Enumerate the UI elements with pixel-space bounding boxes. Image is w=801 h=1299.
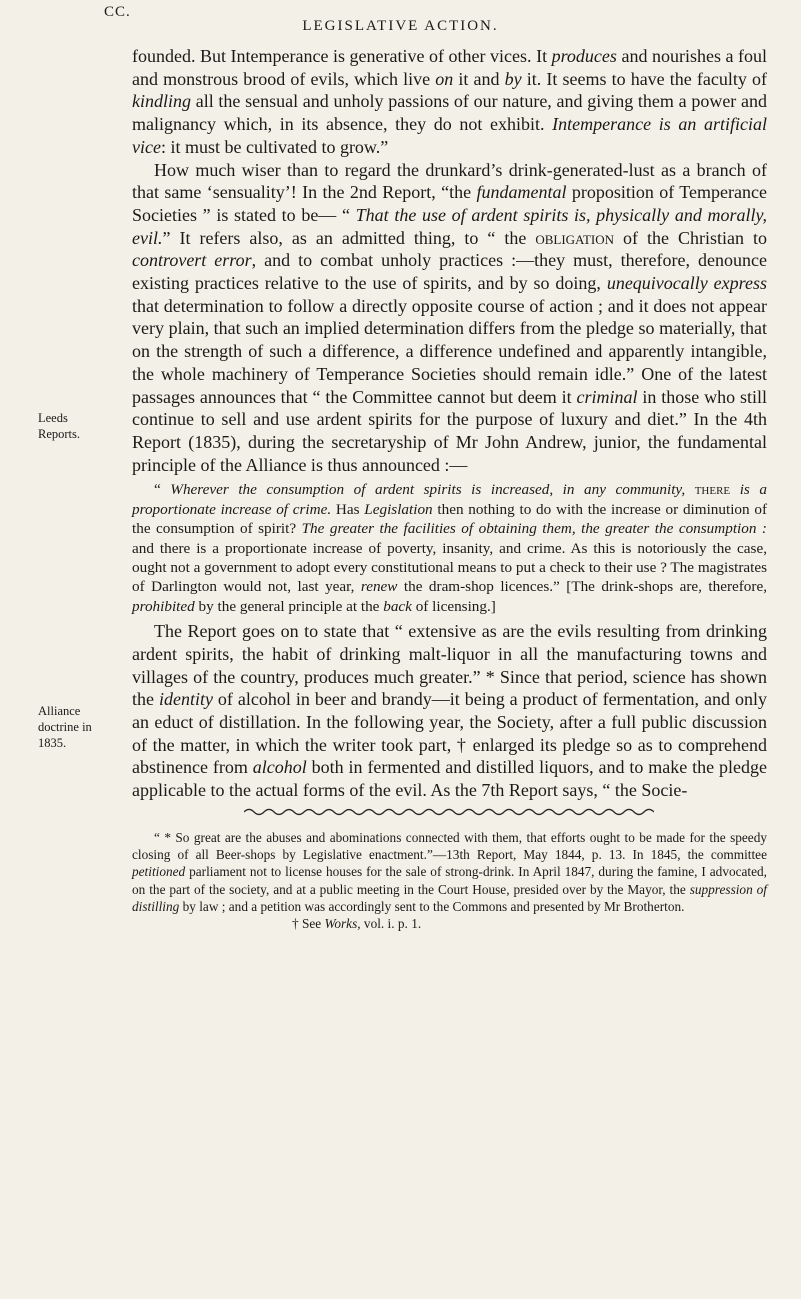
- paragraph-3: The Report goes on to state that “ extensive as are the evils resulting from drinking ardent spirits, the habit of drinking malt-liquor in all the manufacturing towns and villages of the country, produces much greater.” * Since that period, science has shown the identity of alcohol in beer and brandy—it being a product of fermentation, and only an educt of distillation. In the following year, the Society, after a full public discussion of the matter, in which the writer took part, † enlarged its pledge so as to comprehend abstinence from alcohol both in fermented and distilled liquors, and to make the pledge applicable to the actual forms of the evil. As the 7th Report says, “ the Socie-: [132, 621, 768, 801]
- block-quote: “ Wherever the consumption of ardent spirits is increased, in any community, there is a proportionate increase of crime. Has Legislation then nothing to do with the increase or diminution of the consumption of spirit? The greater the facilities of obtaining them, the greater the consumption : and there is a proportionate increase of poverty, insanity, and crime. As this is notoriously the case, ought not a government to adopt every constitutional means to put a check to their use ? The magistrates of Darlington would not, last year, renew the dram-shop licences.” [The drink-shops are, therefore, prohibited by the general principle at the back of licensing.]: [132, 481, 768, 615]
- paragraph-1: founded. But Intemperance is generative of other vices. It produces and nourishes a foul and monstrous brood of evils, which live on it and by it. It seems to have the faculty of kindling all the sensual and unholy passions of our nature, and giving them a power and malignancy which, in its absence, they do not exhibit. Intemperance is an artificial vice: it must be cultivated to grow.”: [132, 46, 768, 157]
- wavy-divider: [244, 806, 654, 818]
- margin-note-leeds-reports: Leeds Reports.: [38, 411, 81, 441]
- footnote-star: “ * So great are the abuses and abominations connected with them, that efforts ought to be made for the speedy closing of all Beer-shops by Legislative enactment.”—13th Report, May 1844, p. 13. In 1845, the committee petitioned parliament not to license houses for the sale of strong-drink. In April 1847, during the famine, I advocated, on the part of the society, and at a public meeting in the Court House, presided over by the Mayor, the suppression of distilling by law ; and a petition was accordingly sent to the Commons and presented by Mr Brotherton.: [132, 829, 767, 915]
- running-title: LEGISLATIVE ACTION.: [302, 18, 499, 34]
- body-text: [132, 45, 767, 933]
- page-number: CC.: [104, 4, 131, 20]
- paragraph-2: How much wiser than to regard the drunkard’s drink-generated-lust as a branch of that same ‘sensuality’! In the 2nd Report, “the fundamental proposition of Temperance Societies ” is stated to be— “ That the use of ardent spirits is, physically and morally, evil.” It refers also, as an admitted thing, to “ the obligation of the Christian to controvert error, and to combat unholy practices :—they must, therefore, denounce existing practices relative to the use of spirits, and by so doing, unequivocally express that determination to follow a directly opposite course of action ; and it does not appear very plain, that such an implied determination differs from the pledge so materially, that on the strength of such a difference, a difference undefined and apparently intangible, the whole machinery of Temperance Societies should remain idle.” One of the latest passages announces that “ the Committee cannot but deem it criminal in those who still continue to sell and use ardent spirits for the purpose of luxury and diet.” In the 4th Report (1835), during the secretaryship of Mr John Andrew, junior, the fundamental principle of the Alliance is thus announced :—: [132, 159, 767, 475]
- margin-note-alliance-doctrine: Alliance doctrine in 1835.: [38, 704, 92, 750]
- footnote-dagger: † See Works, vol. i. p. 1.: [292, 916, 422, 932]
